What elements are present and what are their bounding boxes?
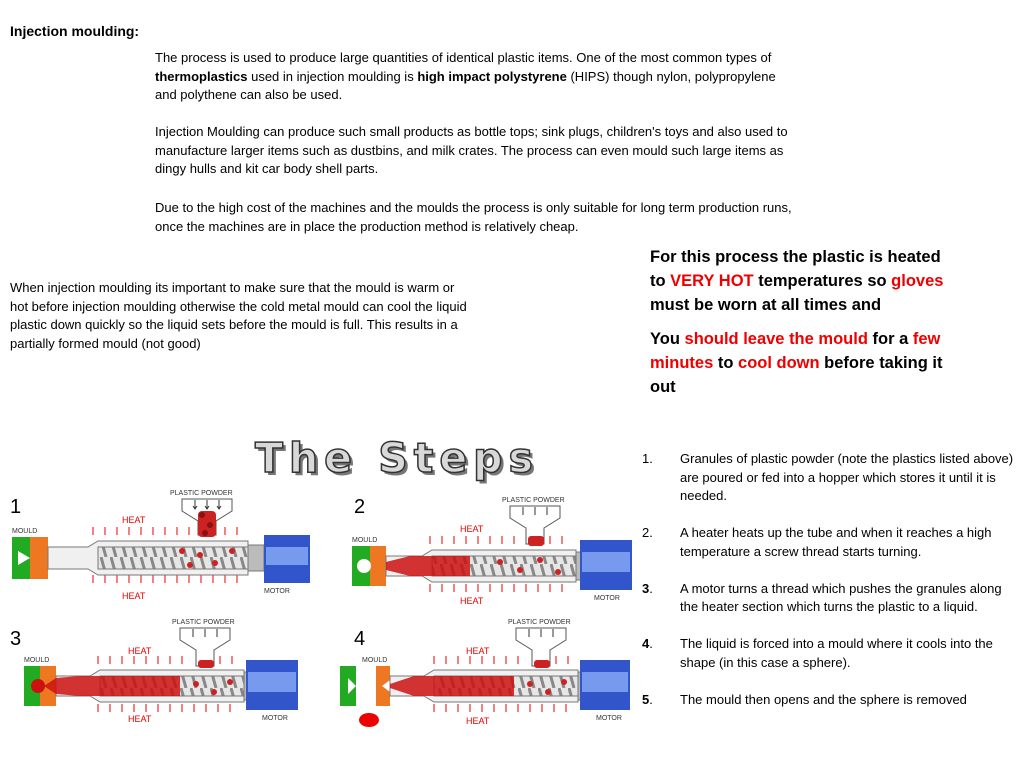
svg-text:PLASTIC POWDER: PLASTIC POWDER	[508, 619, 571, 626]
label-plastic-powder: PLASTIC POWDER	[170, 490, 233, 497]
svg-text:MOULD: MOULD	[352, 537, 378, 544]
machine-diagram-1	[10, 485, 310, 605]
label-heat-top: HEAT	[122, 515, 146, 525]
svg-text:HEAT: HEAT	[128, 714, 152, 724]
step-item-5: 5. The mould then opens and the sphere is removed	[642, 691, 967, 707]
svg-text:HEAT: HEAT	[466, 646, 490, 656]
label-heat-bottom: HEAT	[122, 591, 146, 601]
safety-warning	[650, 245, 950, 409]
svg-text:MOULD: MOULD	[362, 657, 388, 664]
safety-cool-down: You should leave the mould for a few minutes to cool down before taking it out	[650, 330, 943, 396]
diagram-number-3: 3	[10, 628, 22, 650]
svg-text:MOTOR: MOTOR	[594, 595, 620, 602]
intro-paragraph-1: The process is used to produce large quantities of identical plastic items. One of the most common types of thermoplastics used in injection moulding is high impact polystyrene (HIPS) though nylon, polypropylene and polythene can also be used.	[155, 50, 776, 102]
steps-list	[642, 450, 1017, 728]
svg-text:PLASTIC POWDER: PLASTIC POWDER	[172, 619, 235, 626]
svg-text:HEAT: HEAT	[460, 596, 484, 606]
label-motor: MOTOR	[264, 588, 290, 595]
svg-text:MOULD: MOULD	[24, 657, 50, 664]
intro-paragraph-3: Due to the high cost of the machines and the moulds the process is only suitable for long term production runs, once the machines are in place the production method is relatively cheap.	[155, 200, 792, 234]
steps-title: The Steps	[255, 434, 539, 482]
step-item-1: 1. Granules of plastic powder (note the plastics listed above) are poured or fed into a hopper which stores it until it is needed.	[642, 451, 1014, 503]
term-thermoplastics: thermoplastics	[155, 68, 248, 84]
term-hips: high impact polystyrene	[417, 68, 567, 84]
svg-text:HEAT: HEAT	[466, 716, 490, 726]
diagram-number-1: 1	[10, 496, 22, 518]
svg-text:HEAT: HEAT	[460, 524, 484, 534]
machine-diagram-3	[20, 616, 305, 728]
diagram-number-2: 2	[354, 496, 366, 518]
step-item-4: 4. The liquid is forced into a mould where it cools into the shape (in this case a sphere).	[642, 636, 993, 670]
intro-paragraph-2: Injection Moulding can produce such small products as bottle tops; sink plugs, children's toys and also used to manufacture larger items such as dustbins, and milk crates. The process can even mould such large items as dingy hulls and kit car body shell parts.	[155, 124, 788, 176]
label-mould: MOULD	[12, 528, 38, 535]
svg-text:HEAT: HEAT	[128, 646, 152, 656]
machine-diagram-2	[350, 492, 635, 612]
svg-text:MOTOR: MOTOR	[262, 715, 288, 722]
safety-heat-gloves: For this process the plastic is heated to VERY HOT temperatures so gloves must be worn at all times and	[650, 248, 944, 314]
machine-diagram-4	[338, 616, 633, 730]
diagram-number-4: 4	[354, 628, 366, 650]
svg-text:PLASTIC POWDER: PLASTIC POWDER	[502, 497, 565, 504]
page-title: Injection moulding:	[10, 23, 140, 39]
step-item-2: 2. A heater heats up the tube and when it reaches a high temperature a screw thread starts turning.	[642, 525, 992, 559]
svg-text:MOTOR: MOTOR	[596, 715, 622, 722]
mould-temperature-note: When injection moulding its important to make sure that the mould is warm or hot before injection moulding otherwise the cold metal mould can cool the liquid plastic down quickly so the liquid sets before the mould is full. This results in a partially formed mould (not good)	[10, 280, 467, 351]
step-item-3: 3. A motor turns a thread which pushes the granules along the heater section which turns the plastic to a liquid.	[642, 580, 1002, 614]
